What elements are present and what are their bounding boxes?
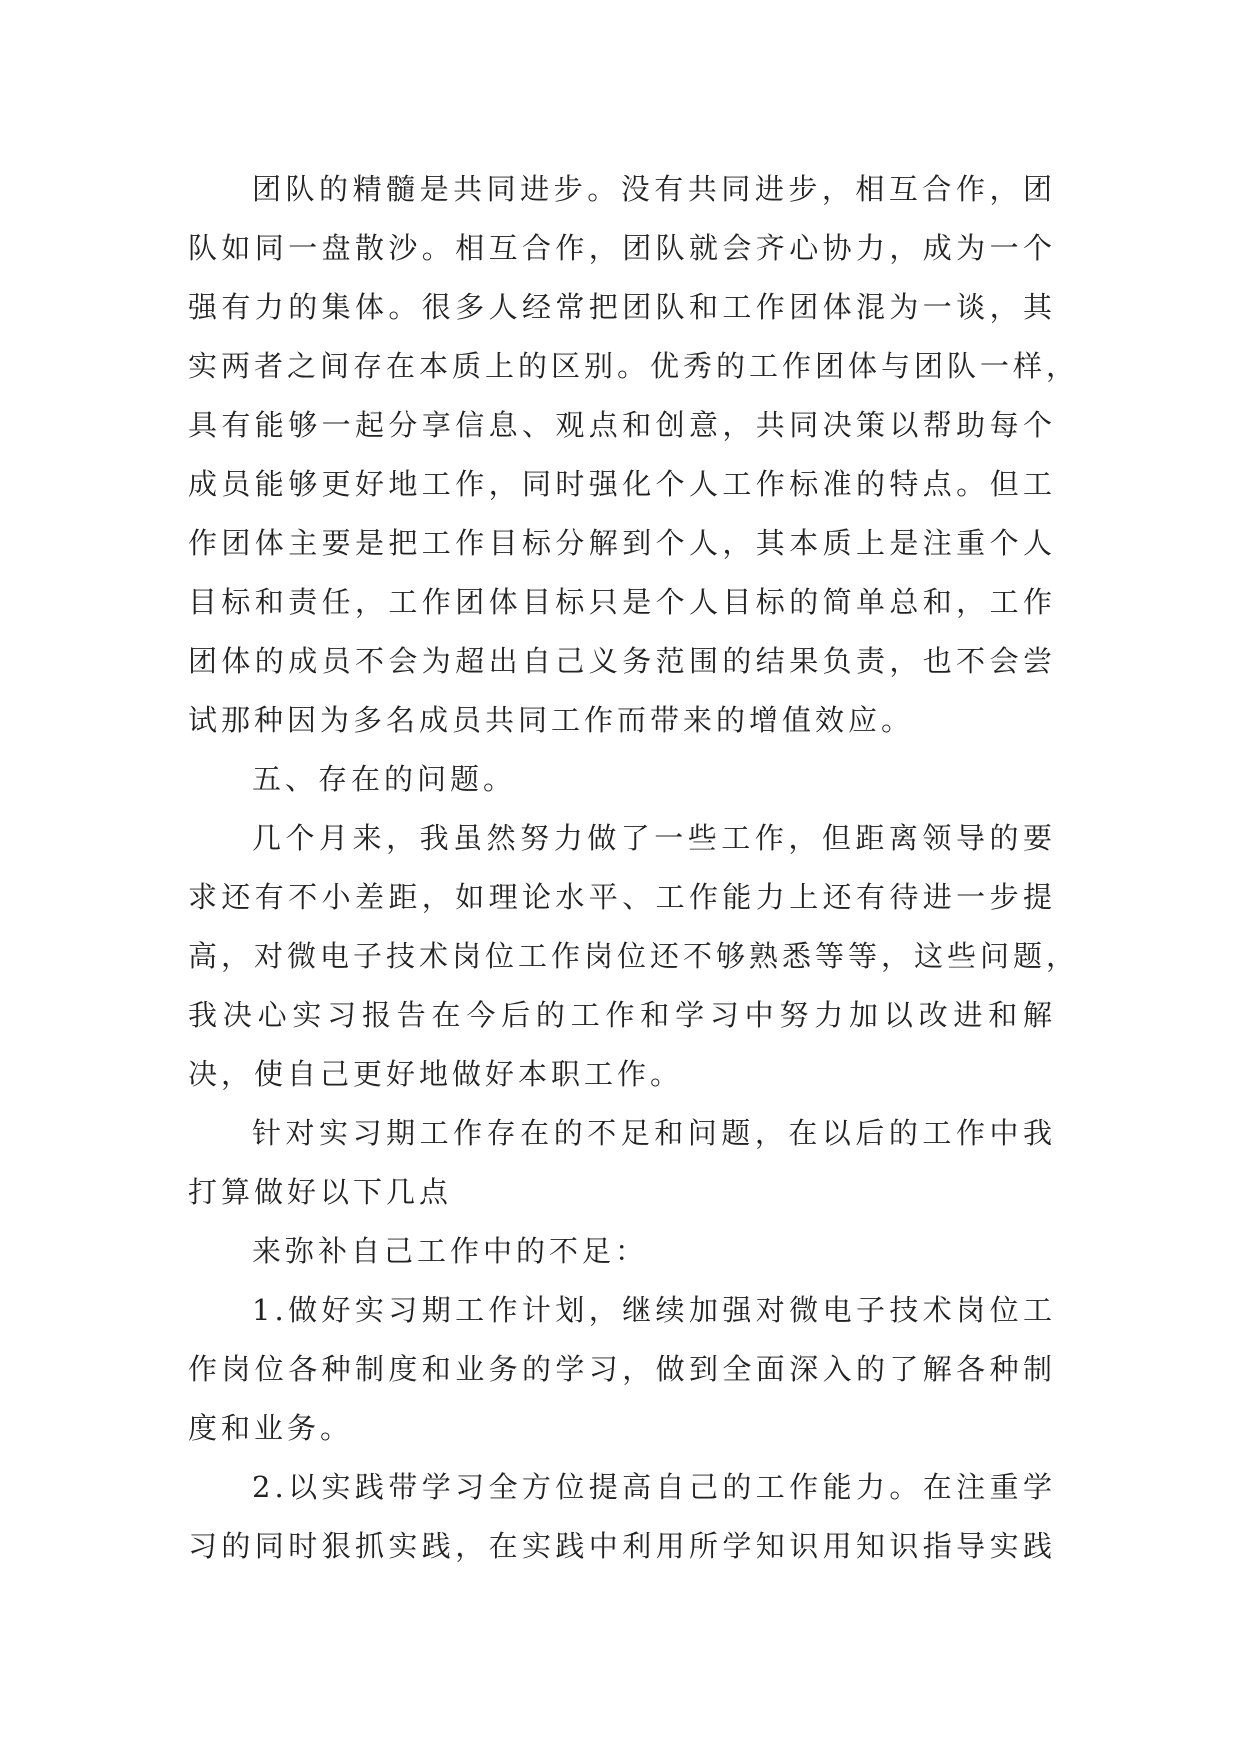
paragraph-plan-intro [188, 1104, 1056, 1222]
text-line: 决，使自己更好地做好本职工作。 [188, 1057, 684, 1091]
text-line: 团体的成员不会为超出自己义务范围的结果负责，也不会尝 [188, 644, 1056, 678]
text-line: 试那种因为多名成员共同工作而带来的增值效应。 [188, 703, 915, 737]
text-line: 我决心实习报告在今后的工作和学习中努力加以改进和解 [188, 998, 1056, 1032]
text-line: 求还有不小差距，如理论水平、工作能力上还有待进一步提 [188, 880, 1056, 914]
list-item-1 [188, 1281, 1056, 1458]
paragraph-months-work [188, 809, 1080, 1104]
document-body [188, 160, 1080, 1576]
text-line: 来弥补自己工作中的不足： [252, 1234, 649, 1268]
text-line: 作岗位各种制度和业务的学习，做到全面深入的了解各种制 [188, 1352, 1056, 1386]
text-line: 成员能够更好地工作，同时强化个人工作标准的特点。但工 [188, 467, 1056, 501]
text-line: 具有能够一起分享信息、观点和创意，共同决策以帮助每个 [188, 408, 1056, 442]
text-line: 打算做好以下几点 [188, 1175, 453, 1209]
text-line: 2.以实践带学习全方位提高自己的工作能力。在注重学 [252, 1470, 1056, 1504]
section-heading-problems [188, 750, 1056, 809]
text-line: 1.做好实习期工作计划，继续加强对微电子技术岗位工 [252, 1293, 1056, 1327]
text-line: 作团体主要是把工作目标分解到个人，其本质上是注重个人 [188, 526, 1056, 560]
text-line: 实两者之间存在本质上的区别。优秀的工作团体与团队一样， [188, 349, 1080, 383]
text-line: 目标和责任，工作团体目标只是个人目标的简单总和，工作 [188, 585, 1056, 619]
text-line: 五、存在的问题。 [252, 762, 517, 796]
text-line: 队如同一盘散沙。相互合作，团队就会齐心协力，成为一个 [188, 231, 1056, 265]
text-line: 习的同时狠抓实践，在实践中利用所学知识用知识指导实践 [188, 1529, 1056, 1563]
text-line: 度和业务。 [188, 1411, 354, 1445]
paragraph-plan-continued [188, 1222, 1056, 1281]
text-line: 针对实习期工作存在的不足和问题，在以后的工作中我 [252, 1116, 1056, 1150]
text-line: 几个月来，我虽然努力做了一些工作，但距离领导的要 [252, 821, 1056, 855]
paragraph-team-essence [188, 160, 1080, 750]
text-line: 强有力的集体。很多人经常把团队和工作团体混为一谈，其 [188, 290, 1056, 324]
text-line: 团队的精髓是共同进步。没有共同进步，相互合作，团 [252, 172, 1056, 206]
text-line: 高，对微电子技术岗位工作岗位还不够熟悉等等，这些问题， [188, 939, 1080, 973]
list-item-2 [188, 1458, 1056, 1576]
